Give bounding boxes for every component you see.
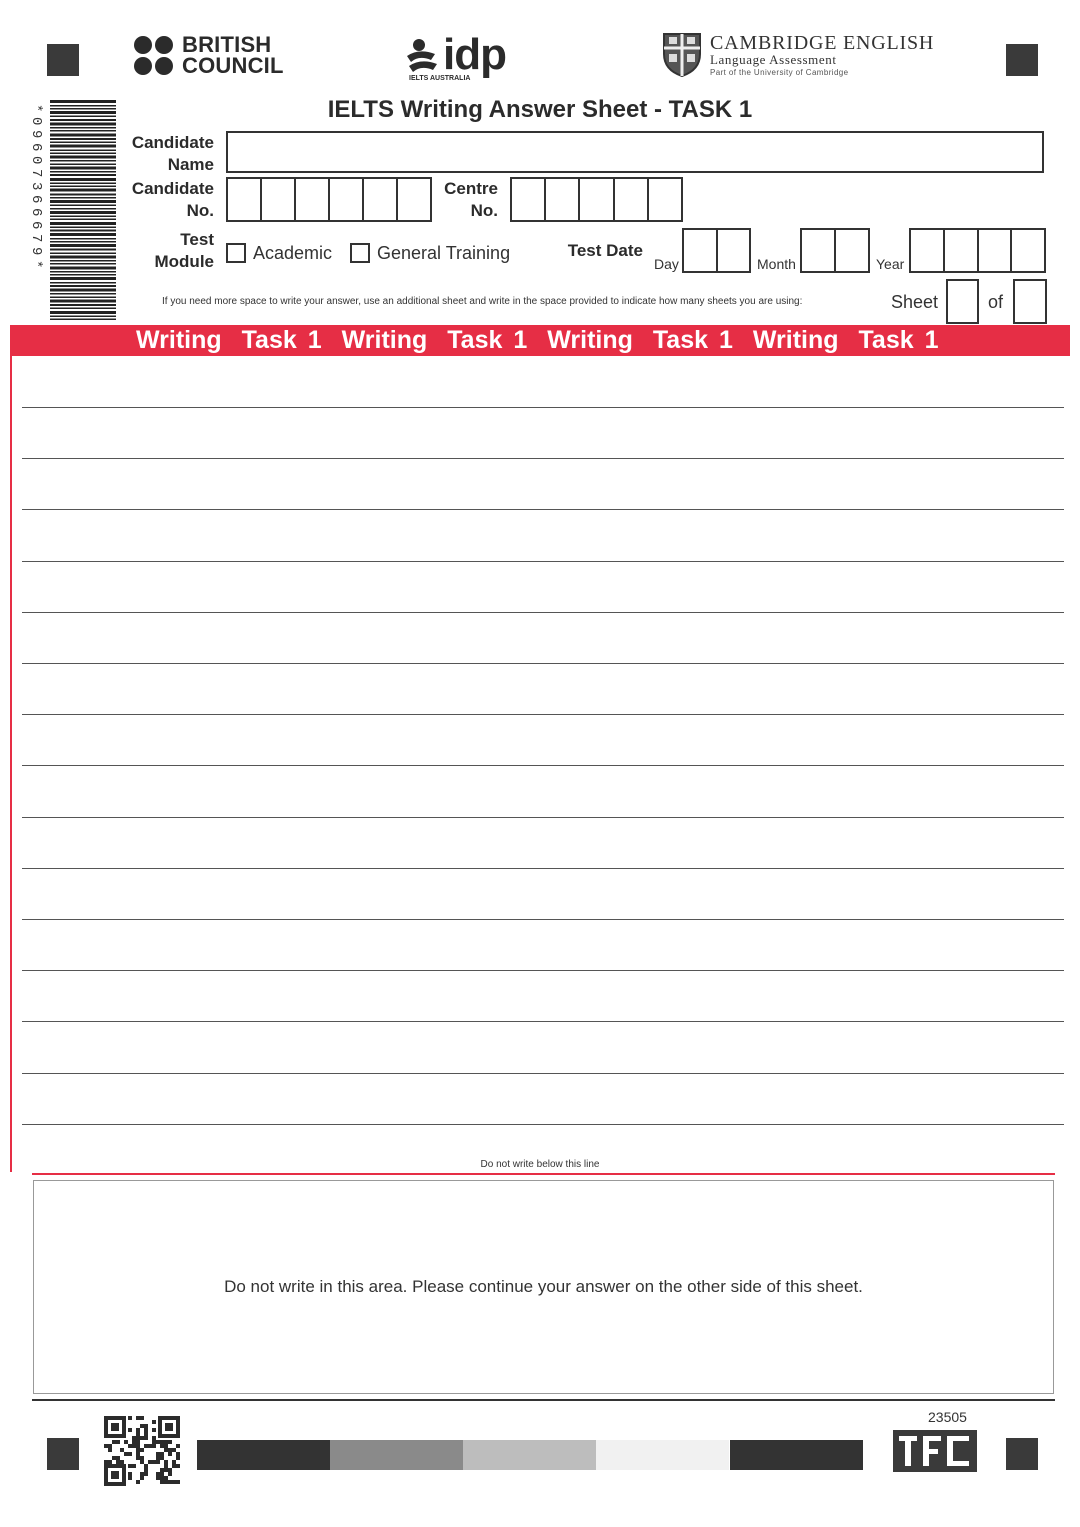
sheet-label: Sheet — [891, 292, 939, 312]
writing-line — [22, 817, 1064, 818]
cambridge-subtitle: Language Assessment — [710, 52, 837, 67]
writing-line — [22, 561, 1064, 562]
digit-cell[interactable] — [330, 179, 364, 220]
academic-option-label: Academic — [253, 243, 333, 263]
banner-item: Task 1 — [652, 326, 733, 354]
writing-line — [22, 765, 1064, 766]
of-label: of — [988, 292, 1004, 312]
calibration-bar-3 — [463, 1440, 596, 1470]
writing-line — [22, 970, 1064, 971]
idp-logo — [405, 30, 515, 86]
do-not-write-rule — [32, 1173, 1055, 1175]
idp-figure-icon — [405, 38, 441, 78]
registration-mark-bottom-right — [1006, 1438, 1038, 1470]
digit-cell[interactable] — [512, 179, 546, 220]
registration-mark-bottom-left — [47, 1438, 79, 1470]
writing-line — [22, 1021, 1064, 1022]
tfc-logo-icon — [893, 1430, 977, 1472]
idp-subtext: IELTS AUSTRALIA — [409, 75, 471, 82]
banner-item: Writing — [547, 326, 633, 354]
digit-cell[interactable] — [546, 179, 580, 220]
idp-wordmark: idp — [443, 30, 506, 79]
month-label: Month — [757, 256, 796, 272]
cambridge-shield-icon — [662, 32, 702, 78]
registration-mark-top-right — [1006, 44, 1038, 76]
day-field[interactable] — [682, 228, 751, 273]
writing-area[interactable] — [0, 356, 1080, 1136]
calibration-bar-4 — [596, 1440, 729, 1470]
digit-cell[interactable] — [364, 179, 398, 220]
year-label: Year — [876, 256, 905, 272]
total-sheets-field[interactable] — [1013, 279, 1047, 324]
calibration-bar-1 — [197, 1440, 330, 1470]
do-not-write-message: Do not write in this area. Please continue your answer on the other side of this sheet. — [224, 1277, 863, 1296]
test-date-label: Test Date — [567, 241, 643, 260]
writing-line — [22, 458, 1064, 459]
digit-cell[interactable] — [649, 179, 681, 220]
calibration-bar-5 — [730, 1440, 863, 1470]
qr-code-icon — [104, 1416, 180, 1486]
calibration-bar-2 — [330, 1440, 463, 1470]
centre-no-field[interactable] — [510, 177, 683, 222]
barcode-number: *09607366679* — [28, 104, 44, 274]
writing-line — [22, 663, 1064, 664]
candidate-no-field[interactable] — [226, 177, 432, 222]
page-title: IELTS Writing Answer Sheet - TASK 1 — [327, 96, 753, 123]
barcode — [50, 100, 116, 320]
general-training-option-label: General Training — [377, 243, 511, 263]
form-code: 23505 — [928, 1409, 967, 1425]
british-council-line1: BRITISH — [182, 32, 272, 57]
cambridge-title: CAMBRIDGE ENGLISH — [710, 32, 935, 54]
banner-item: Writing — [752, 326, 839, 354]
writing-task-banner — [10, 325, 1070, 356]
do-not-write-below-note: Do not write below this line — [480, 1159, 600, 1170]
writing-line — [22, 407, 1064, 408]
day-label: Day — [654, 256, 679, 272]
british-council-dots-icon — [134, 36, 174, 76]
footer-rule — [32, 1399, 1055, 1401]
sheet-number-field[interactable] — [946, 279, 979, 324]
writing-line — [22, 1124, 1064, 1125]
writing-line — [22, 868, 1064, 869]
writing-line — [22, 714, 1064, 715]
banner-item: Task 1 — [858, 326, 939, 354]
writing-line — [22, 612, 1064, 613]
banner-item: Task 1 — [447, 326, 528, 354]
cambridge-tagline: Part of the University of Cambridge — [710, 68, 849, 77]
writing-line — [22, 919, 1064, 920]
academic-checkbox[interactable] — [226, 243, 246, 263]
digit-cell[interactable] — [296, 179, 330, 220]
cambridge-english-logo — [662, 32, 962, 80]
digit-cell[interactable] — [615, 179, 649, 220]
digit-cell[interactable] — [262, 179, 296, 220]
banner-item: Writing — [341, 326, 428, 354]
candidate-name-label: Candidate Name — [131, 133, 214, 174]
month-field[interactable] — [800, 228, 870, 273]
general-training-checkbox[interactable] — [350, 243, 370, 263]
digit-cell[interactable] — [228, 179, 262, 220]
registration-mark-top-left — [47, 44, 79, 76]
test-module-label: Test Module — [154, 230, 214, 271]
banner-item: Writing — [136, 326, 222, 354]
extra-sheets-note: If you need more space to write your answer, use an additional sheet and write in the space provided to indicate how many sheets you are using: — [162, 296, 803, 307]
centre-no-label: Centre No. — [444, 179, 498, 220]
digit-cell[interactable] — [580, 179, 614, 220]
candidate-name-field[interactable] — [226, 131, 1044, 173]
candidate-no-label: Candidate No. — [131, 179, 214, 220]
british-council-line2: COUNCIL — [182, 53, 284, 78]
year-field[interactable] — [909, 228, 1046, 273]
writing-line — [22, 1073, 1064, 1074]
banner-item: Task 1 — [241, 326, 322, 354]
do-not-write-area — [33, 1180, 1054, 1394]
writing-line — [22, 509, 1064, 510]
british-council-logo — [134, 34, 294, 78]
